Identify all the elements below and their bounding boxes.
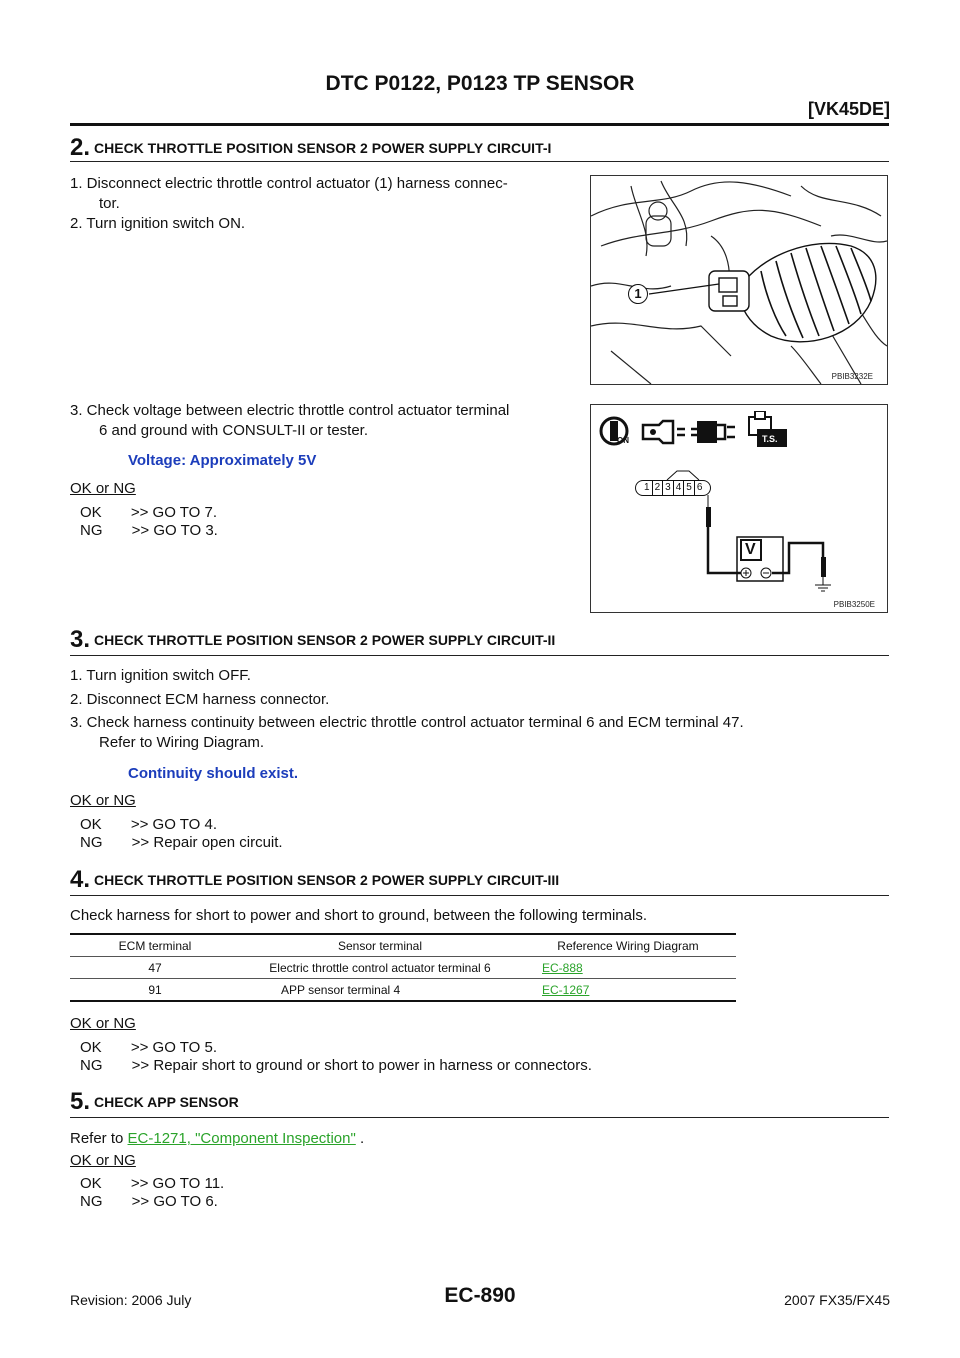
ecm-terminal-cell: 47 <box>148 960 162 975</box>
terminal-4: 4 <box>673 481 684 495</box>
figure-id-1: PBIB3232E <box>831 372 873 381</box>
refer-prefix: Refer to <box>70 1130 128 1147</box>
step-4-rule <box>70 895 889 896</box>
step-4-number: 4. <box>70 866 91 893</box>
circuit-wiring <box>591 405 887 612</box>
terminal-6: 6 <box>694 481 705 495</box>
step-5-ok: OK >> GO TO 11. <box>80 1175 225 1192</box>
header-rule <box>70 123 889 126</box>
terminal-side-label: T.S. <box>762 434 778 444</box>
step-2-ok-or-ng: OK or NG <box>70 480 136 497</box>
ecm-terminal-cell: 91 <box>148 982 162 997</box>
step-2-spec: Voltage: Approximately 5V <box>128 452 317 469</box>
step-4-title: CHECK THROTTLE POSITION SENSOR 2 POWER SUPPLY CIRCUIT-III <box>94 872 560 888</box>
sensor-terminal-cell: Electric throttle control actuator terminal 6 <box>269 960 491 975</box>
ignition-on-label: ON <box>617 436 629 445</box>
step-2-item-3-cont: 6 and ground with CONSULT-II or tester. <box>99 422 369 439</box>
table-row <box>70 957 736 979</box>
step-2-title: CHECK THROTTLE POSITION SENSOR 2 POWER SUPPLY CIRCUIT-I <box>94 140 552 156</box>
page-number: EC-890 <box>444 1284 516 1307</box>
step-5-heading <box>70 1088 889 1116</box>
step-3-heading <box>70 626 889 654</box>
step-3-rule <box>70 655 889 656</box>
refer-suffix: . <box>355 1130 365 1147</box>
step-2-number: 2. <box>70 134 91 161</box>
terminal-1: 1 <box>644 482 650 493</box>
step-3-item-2: 2. Disconnect ECM harness connector. <box>70 691 330 708</box>
step-4-heading <box>70 866 889 894</box>
terminal-5: 5 <box>683 481 694 495</box>
revision: Revision: 2006 July <box>70 1292 192 1308</box>
step-3-ok: OK >> GO TO 4. <box>80 816 217 833</box>
step-3-item-1: 1. Turn ignition switch OFF. <box>70 667 251 684</box>
terminal-2: 2 <box>652 481 663 495</box>
step-3-number: 3. <box>70 626 91 653</box>
header-reference: Reference Wiring Diagram <box>557 938 699 953</box>
step-2-ok: OK >> GO TO 7. <box>80 504 217 521</box>
header-sensor-terminal: Sensor terminal <box>337 938 423 953</box>
step-3-spec: Continuity should exist. <box>128 765 299 782</box>
step-5-number: 5. <box>70 1088 91 1115</box>
terminal-3: 3 <box>662 481 673 495</box>
step-2-rule <box>70 161 889 162</box>
reference-link[interactable]: EC-888 <box>542 960 583 975</box>
reference-link[interactable]: EC-1267 <box>542 982 590 997</box>
step-3-ok-or-ng: OK or NG <box>70 792 136 809</box>
step-5-refer <box>70 1129 364 1149</box>
table-header-row <box>70 935 736 957</box>
sensor-terminal-cell: APP sensor terminal 4 <box>281 982 401 997</box>
step-5-ng: NG >> GO TO 6. <box>80 1193 218 1210</box>
terminal-table <box>70 933 736 1002</box>
model: 2007 FX35/FX45 <box>784 1292 890 1308</box>
step-2-ng: NG >> GO TO 3. <box>80 522 218 539</box>
step-2-item-2: 2. Turn ignition switch ON. <box>70 215 246 232</box>
step-4-ok-or-ng: OK or NG <box>70 1015 136 1032</box>
table-row <box>70 979 736 1001</box>
voltage-check-diagram <box>590 404 888 613</box>
step-3-item-3-cont: Refer to Wiring Diagram. <box>99 734 265 751</box>
step-2-item-3: 3. Check voltage between electric throttle control actuator terminal <box>70 402 510 419</box>
step-2-item-1-cont: tor. <box>99 195 120 212</box>
engine-bay-illustration <box>590 175 888 385</box>
callout-1: 1 <box>628 284 648 304</box>
component-inspection-link[interactable]: EC-1271, "Component Inspection" <box>127 1130 356 1147</box>
step-4-intro: Check harness for short to power and short to ground, between the following terminals. <box>70 907 647 924</box>
engine-code: [VK45DE] <box>807 99 890 119</box>
step-3-ng: NG >> Repair open circuit. <box>80 834 283 851</box>
step-3-item-3: 3. Check harness continuity between electric throttle control actuator terminal 6 and ECM terminal 47. <box>70 714 744 731</box>
step-4-ng: NG >> Repair short to ground or short to power in harness or connectors. <box>80 1057 592 1074</box>
step-5-rule <box>70 1117 889 1118</box>
step-2-heading <box>70 134 889 162</box>
step-4-ok: OK >> GO TO 5. <box>80 1039 217 1056</box>
header-ecm-terminal: ECM terminal <box>118 938 192 953</box>
voltmeter-label: V <box>745 541 756 558</box>
step-5-title: CHECK APP SENSOR <box>94 1094 239 1110</box>
step-2-item-1: 1. Disconnect electric throttle control actuator (1) harness connec- <box>70 175 508 192</box>
engine-bay-drawing <box>591 176 887 384</box>
step-3-title: CHECK THROTTLE POSITION SENSOR 2 POWER SUPPLY CIRCUIT-II <box>94 632 556 648</box>
figure-id-2: PBIB3250E <box>833 600 875 609</box>
page-title: DTC P0122, P0123 TP SENSOR <box>325 72 635 95</box>
step-5-ok-or-ng: OK or NG <box>70 1152 136 1169</box>
